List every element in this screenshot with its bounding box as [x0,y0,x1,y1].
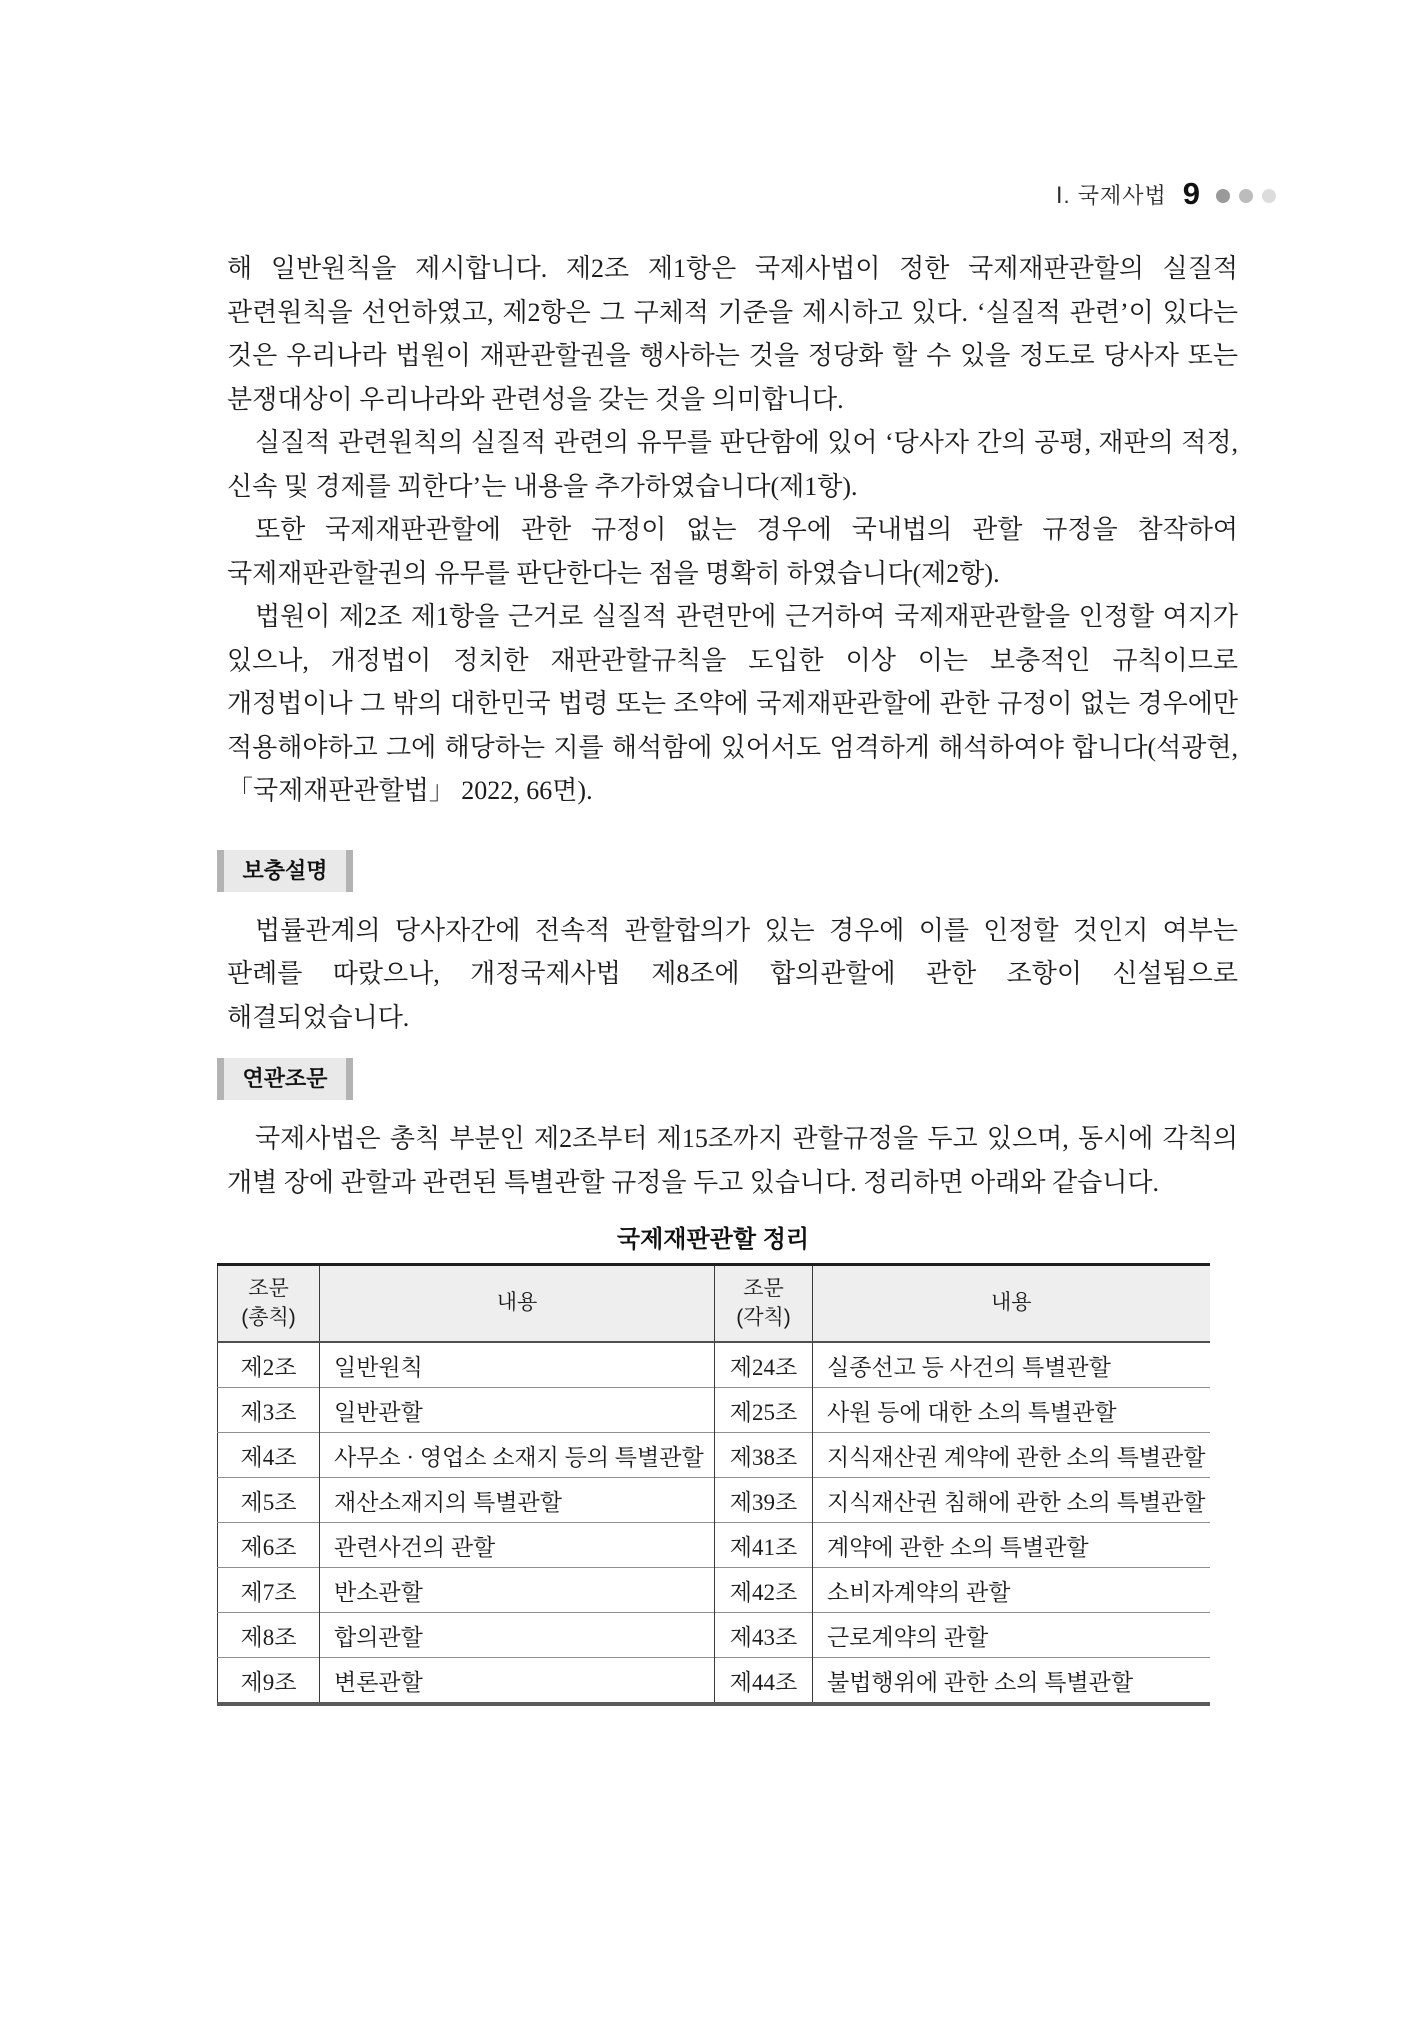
cell-general-content: 합의관할 [320,1613,715,1658]
cell-special-content: 불법행위에 관한 소의 특별관할 [813,1658,1210,1705]
cell-special-content: 계약에 관한 소의 특별관할 [813,1523,1210,1568]
cell-general-article: 제6조 [218,1523,320,1568]
cell-general-article: 제8조 [218,1613,320,1658]
column-header-content-left: 내용 [320,1265,715,1343]
header-dot-icon [1216,189,1230,203]
cell-general-content: 반소관할 [320,1568,715,1613]
cell-general-article: 제5조 [218,1478,320,1523]
table-row [218,1523,1210,1568]
table-row [218,1433,1210,1478]
jurisdiction-summary-table [217,1263,1210,1706]
table-header-row [218,1265,1210,1343]
cell-general-article: 제9조 [218,1658,320,1705]
cell-general-content: 관련사건의 관할 [320,1523,715,1568]
table-row [218,1568,1210,1613]
body-paragraph: 법원이 제2조 제1항을 근거로 실질적 관련만에 근거하여 국제재판관할을 인정할 여지가 있으나, 개정법이 정치한 재판관할규칙을 도입한 이상 이는 보충적인 규칙이므로 개정법이나 그 밖의 대한민국 법령 또는 조약에 국제재판관할에 관한 규정이 없는 경우에만 적용해야하고 그에 해당하는 지를 해석함에 있어서도 엄격하게 해석하여야 합니다(석광현, 「국제재판관할법」 2022, 66면). [227,602,1238,805]
cell-general-article: 제3조 [218,1388,320,1433]
cell-special-content: 지식재산권 침해에 관한 소의 특별관할 [813,1478,1210,1523]
cell-special-content: 근로계약의 관할 [813,1613,1210,1658]
cell-special-article: 제39조 [715,1478,813,1523]
cell-special-article: 제38조 [715,1433,813,1478]
cell-special-content: 실종선고 등 사건의 특별관할 [827,1354,1111,1380]
body-paragraph: 해 일반원칙을 제시합니다. 제2조 제1항은 국제사법이 정한 국제재판관할의 실질적 관련원칙을 선언하였고, 제2항은 그 구체적 기준을 제시하고 있다. ‘실질적 관련’이 있다는 것은 우리나라 법원이 재판관할권을 행사하는 것을 정당화 할 수 있을 정도로 당사자 또는 분쟁대상이 우리나라와 관련성을 갖는 것을 의미합니다. [227,254,1238,414]
supplement-section-label: 보충설명 [217,850,353,892]
column-header-article-general: 조문 (총칙) [218,1265,320,1343]
cell-special-article: 제44조 [715,1658,813,1705]
cell-general-content: 일반원칙 [320,1342,715,1388]
cell-general-content: 변론관할 [320,1658,715,1705]
header-dot-icon [1262,189,1276,203]
column-header-content-right: 내용 [813,1265,1210,1343]
cell-general-article: 제2조 [218,1342,320,1388]
cell-general-content: 사무소 · 영업소 소재지 등의 특별관할 [320,1433,715,1478]
cell-general-content: 재산소재지의 특별관할 [320,1478,715,1523]
table-row [218,1478,1210,1523]
page-number: 9 [1182,176,1200,211]
cell-special-article: 제24조 [715,1342,813,1388]
chapter-label: Ⅰ. 국제사법 [1056,182,1167,208]
table-row [218,1388,1210,1433]
text-column [227,247,1238,1706]
cell-special-article: 제25조 [715,1388,813,1433]
header-dot-icon [1239,189,1253,203]
table-row [218,1342,1210,1388]
cell-general-article: 제7조 [218,1568,320,1613]
cell-special-content: 지식재산권 계약에 관한 소의 특별관할 [813,1433,1210,1478]
cell-general-content: 일반관할 [320,1388,715,1433]
related-articles-paragraph: 국제사법은 총칙 부분인 제2조부터 제15조까지 관할규정을 두고 있으며, 동시에 각칙의 개별 장에 관할과 관련된 특별관할 규정을 두고 있습니다. 정리하면 아래와 같습니다. [227,1124,1238,1197]
cell-special-content: 사원 등에 대한 소의 특별관할 [813,1388,1210,1433]
related-articles-section-label: 연관조문 [217,1058,353,1100]
running-head [1056,174,1276,214]
column-header-article-special: 조문 (각칙) [715,1265,813,1343]
body-paragraph: 또한 국제재판관할에 관한 규정이 없는 경우에 국내법의 관할 규정을 참작하여 국제재판관할권의 유무를 판단한다는 점을 명확히 하였습니다(제2항). [227,515,1238,588]
table-row [218,1658,1210,1705]
cell-special-article: 제41조 [715,1523,813,1568]
cell-special-article: 제43조 [715,1613,813,1658]
table-title: 국제재판관할 정리 [616,1226,810,1253]
cell-general-article: 제4조 [218,1433,320,1478]
cell-special-article: 제42조 [715,1568,813,1613]
page-header-dots [1216,189,1276,203]
supplement-paragraph: 법률관계의 당사자간에 전속적 관할합의가 있는 경우에 이를 인정할 것인지 여부는 판례를 따랐으나, 개정국제사법 제8조에 합의관할에 관한 조항이 신설됨으로 해결되었습니다. [227,915,1238,1032]
body-paragraph: 실질적 관련원칙의 실질적 관련의 유무를 판단함에 있어 ‘당사자 간의 공평, 재판의 적정, 신속 및 경제를 꾀한다’는 내용을 추가하였습니다(제1항). [227,428,1238,501]
table-row [218,1613,1210,1658]
cell-special-content: 소비자계약의 관할 [813,1568,1210,1613]
